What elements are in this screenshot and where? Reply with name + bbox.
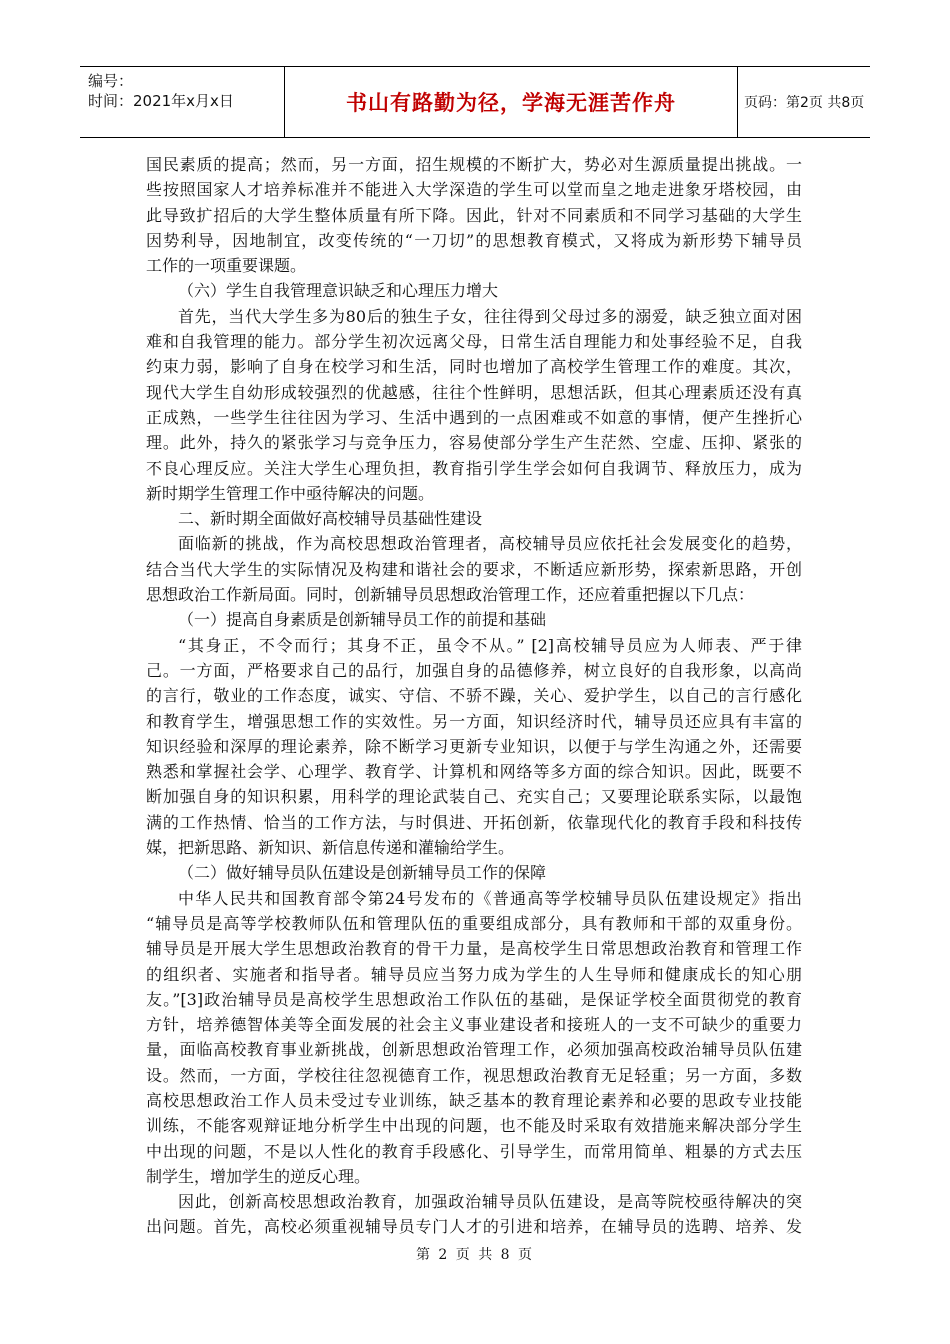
body-line: 不良心理反应。关注大学生心理负担，教育指引学生学会如何自我调节、释放压力，成为 [146,458,802,478]
body-line: 知识经验和深厚的理论素养，除不断学习更新专业知识，以便于与学生沟通之外，还需要 [146,736,802,756]
body-line: 因势利导，因地制宜，改变传统的“一刀切”的思想教育模式，又将成为新形势下辅导员 [146,230,802,250]
body-line: 思想政治工作新局面。同时，创新辅导员思想政治管理工作，还应着重把握以下几点： [146,585,755,605]
document-body [146,152,802,1240]
header-page-info: 页码：第2页 共8页 [744,95,865,111]
header-motto-cell [284,67,738,137]
section-heading: （一）提高自身素质是创新辅导员工作的前提和基础 [178,610,547,630]
body-line: 满的工作热情、恰当的工作方法，与时俱进、开拓创新，依靠现代化的教育手段和科技传 [146,812,802,832]
header-motto: 书山有路勤为径，学海无涯苦作舟 [346,91,676,115]
body-line: 难和自我管理的能力。部分学生初次远离父母，日常生活自理能力和处事经验不足，自我 [146,332,802,352]
body-line: 断加强自身的知识积累，用科学的理论武装自己、充实自己；又要理论联系实际，以最饱 [146,787,802,807]
body-line: 训练，不能客观辩证地分析学生中出现的问题，也不能及时采取有效措施来解决部分学生 [146,1116,802,1136]
body-line: 辅导员是开展大学生思想政治教育的骨干力量，是高校学生日常思想政治教育和管理工作 [146,939,802,959]
body-line: 己。一方面，严格要求自己的品行，加强自身的品德修养，树立良好的自我形象，以高尚 [146,660,802,680]
body-line: 面临新的挑战，作为高校思想政治管理者，高校辅导员应依托社会发展变化的趋势， [178,534,802,554]
body-line: 出问题。首先，高校必须重视辅导员专门人才的引进和培养，在辅导员的选聘、培养、发 [146,1217,802,1237]
body-line: 方针，培养德智体美等全面发展的社会主义事业建设者和接班人的一支不可缺少的重要力 [146,1015,802,1035]
body-line: 理。此外，持久的紧张学习与竞争压力，容易使部分学生产生茫然、空虚、压抑、紧张的 [146,433,802,453]
body-line: 约束力弱，影响了自身在校学习和生活，同时也增加了高校学生管理工作的难度。其次， [146,357,802,377]
body-line: “辅导员是高等学校教师队伍和管理队伍的重要组成部分，具有教师和干部的双重身份。 [146,913,802,933]
section-heading: （二）做好辅导员队伍建设是创新辅导员工作的保障 [178,863,547,883]
body-line: 中华人民共和国教育部令第24号发布的《普通高等学校辅导员队伍建设规定》指出 [178,888,802,908]
body-line: 正成熟，一些学生往往因为学习、生活中遇到的一点困难或不如意的事情，便产生挫折心 [146,407,802,427]
body-line: 此导致扩招后的大学生整体质量有所下降。因此，针对不同素质和不同学习基础的大学生 [146,205,802,225]
body-line: 媒，把新思路、新知识、新信息传递和灌输给学生。 [146,838,515,858]
body-line: 因此，创新高校思想政治教育，加强政治辅导员队伍建设，是高等院校亟待解决的突 [178,1192,802,1212]
body-line: 制学生，增加学生的逆反心理。 [146,1166,371,1186]
body-line: 首先，当代大学生多为80后的独生子女，往往得到父母过多的溺爱，缺乏独立面对困 [178,306,802,326]
body-line: 设。然而，一方面，学校往往忽视德育工作，视思想政治教育无足轻重；另一方面，多数 [146,1065,802,1085]
document-number-label: 编号： [88,72,134,90]
body-line: 高校思想政治工作人员未受过专业训练，缺乏基本的教育理论素养和必要的思政专业技能 [146,1090,802,1110]
body-line: 的组织者、实施者和指导者。辅导员应当努力成为学生的人生导师和健康成长的知心朋 [146,964,802,984]
body-line: “其身正，不令而行；其身不正，虽令不从。” [2]高校辅导员应为人师表、严于律 [178,635,802,655]
section-heading: （六）学生自我管理意识缺乏和心理压力增大 [178,281,499,301]
body-line: 国民素质的提高；然而，另一方面，招生规模的不断扩大，势必对生源质量提出挑战。一 [146,155,802,174]
body-line: 中出现的问题，不是以人性化的教育手段感化、引导学生，而常用简单、粗暴的方式去压 [146,1141,802,1161]
body-line: 熟悉和掌握社会学、心理学、教育学、计算机和网络等多方面的综合知识。因此，既要不 [146,762,802,782]
header-page-cell [738,67,870,137]
body-line: 结合当代大学生的实际情况及构建和谐社会的要求，不断适应新形势，探索新思路，开创 [146,559,802,579]
body-line: 现代大学生自幼形成较强烈的优越感，往往个性鲜明，思想活跃，但其心理素质还没有真 [146,382,802,402]
header-left-cell [80,67,284,137]
body-line: 和教育学生，增强思想工作的实效性。另一方面，知识经济时代，辅导员还应具有丰富的 [146,711,802,731]
body-line: 量，面临高校教育事业新挑战，创新思想政治管理工作，必须加强高校政治辅导员队伍建 [146,1040,802,1060]
document-time-label: 时间：2021年x月x日 [88,92,234,110]
body-line: 新时期学生管理工作中亟待解决的问题。 [146,483,435,503]
page-header [80,66,870,138]
page-footer: 第 2 页 共 8 页 [415,1247,535,1263]
body-line: 工作的一项重要课题。 [146,256,307,276]
body-line: 友。”[3]政治辅导员是高校学生思想政治工作队伍的基础，是保证学校全面贯彻党的教育 [146,989,802,1009]
body-line: 的言行，敬业的工作态度，诚实、守信、不骄不躁，关心、爱护学生，以自己的言行感化 [146,686,802,706]
section-heading: 二、新时期全面做好高校辅导员基础性建设 [178,509,483,529]
body-line: 些按照国家人才培养标准并不能进入大学深造的学生可以堂而皇之地走进象牙塔校园，由 [146,180,802,200]
